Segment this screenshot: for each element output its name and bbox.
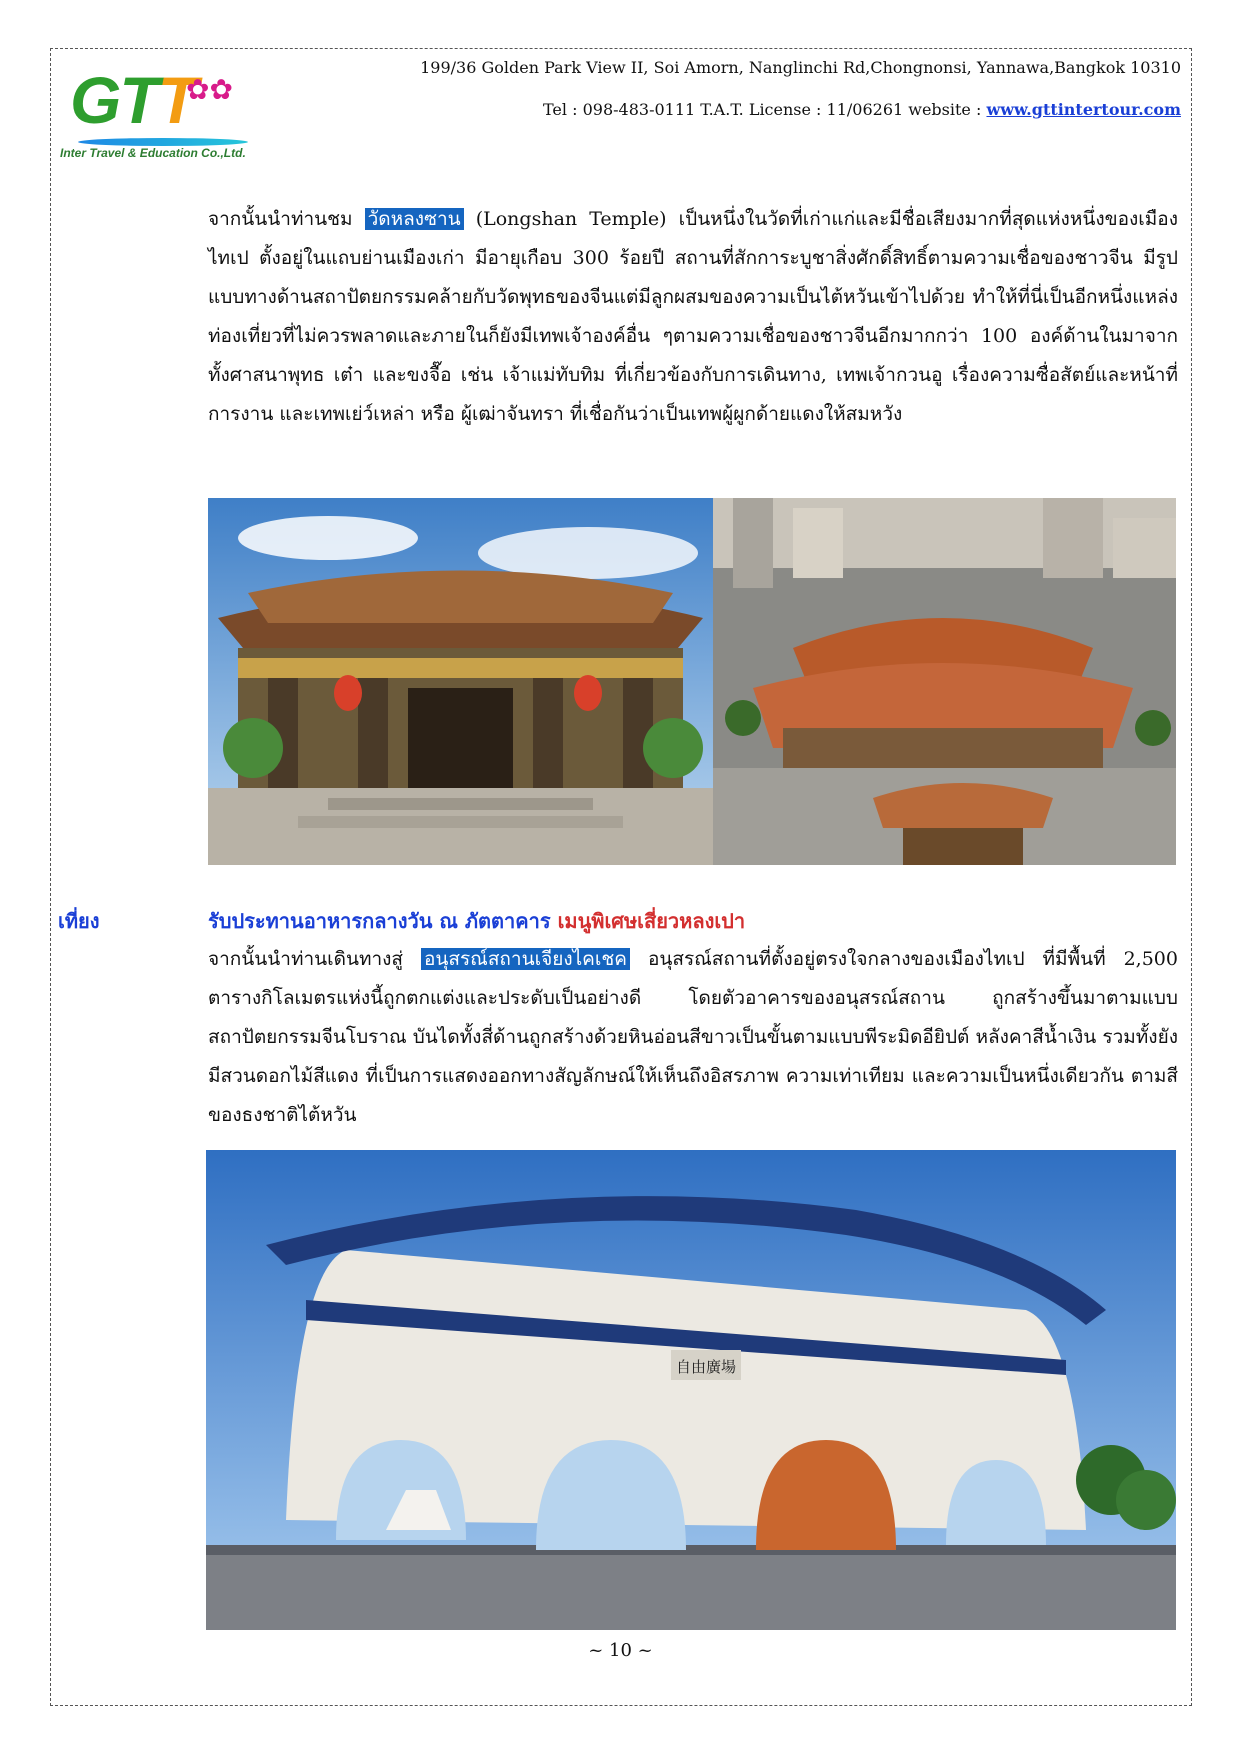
page-number: ~ 10 ~: [588, 1640, 653, 1661]
longshan-paragraph: [208, 200, 1178, 434]
flower-icon: ✿✿: [186, 73, 233, 106]
company-logo: [58, 58, 258, 168]
paragraph-intro: จากนั้นนำท่านชม: [208, 208, 365, 230]
place-highlight: อนุสรณ์สถานเจียงไคเชค: [421, 948, 630, 970]
longshan-temple-front-photo: [208, 498, 713, 865]
logo-swoosh: [78, 138, 248, 146]
gate-sign-text: 自由廣場: [675, 1358, 737, 1376]
time-label-noon: เที่ยง: [58, 909, 100, 933]
paragraph-body: (Longshan Temple) เป็นหนึ่งในวัดที่เก่าแก่และมีชื่อเสียงมากที่สุดแห่งหนึ่งของเมืองไทเป ตั้งอยู่ในแถบย่านเมืองเก่า มีอายุเกือบ 300 ร้อยปี สถานที่สักการะบูชาสิ่งศักดิ์สิทธิ์ตามความเชื่อของชาวจีน มีรูปแบบทางด้านสถาปัตยกรรมคล้ายกับวัดพุทธของจีนแต่มีลูกผสมของความเป็นไต้หวันเข้าไปด้วย ทำให้ที่นี่เป็นอีกหนึ่งแหล่งท่องเที่ยวที่ไม่ควรพลาดและภายในก็ยังมีเทพเจ้าองค์อื่น ๆตามความเชื่อของชาวจีนอีกมากกว่า 100 องค์ด้านในมาจากทั้งศาสนาพุทธ เต๋า และขงจื๊อ เช่น เจ้าแม่ทับทิม ที่เกี่ยวข้องกับการเดินทาง, เทพเจ้ากวนอู เรื่องความซื่อสัตย์และหน้าที่การงาน และเทพเย่ว์เหล่า หรือ ผู้เฒ่าจันทรา ที่เชื่อกันว่าเป็นเทพผู้ผูกด้ายแดงให้สมหวัง: [208, 208, 1178, 425]
paragraph-body: อนุสรณ์สถานที่ตั้งอยู่ตรงใจกลางของเมืองไทเป ที่มีพื้นที่ 2,500 ตารางกิโลเมตรแห่งนี้ถูกตกแต่งและประดับเป็นอย่างดี โดยตัวอาคารของอนุสรณ์สถาน ถูกสร้างขึ้นมาตามแบบสถาปัตยกรรมจีนโบราณ บันไดทั้งสี่ด้านถูกสร้างด้วยหินอ่อนสีขาวเป็นขั้นตามแบบพีระมิดอียิปต์ หลังคาสีน้ำเงิน รวมทั้งยังมีสวนดอกไม้สีแดง ที่เป็นการแสดงออกทางสัญลักษณ์ให้เห็นถึงอิสรภาพ ความเท่าเทียม และความเป็นหนึ่งเดียวกัน ตามสีของธงชาติไต้หวัน: [208, 948, 1178, 1126]
place-highlight: วัดหลงซาน: [365, 208, 464, 230]
website-link[interactable]: www.gttintertour.com: [986, 100, 1181, 119]
contact-text: Tel : 098-483-0111 T.A.T. License : 11/06261 website :: [543, 100, 987, 119]
lunch-line: [208, 905, 745, 937]
company-address: 199/36 Golden Park View II, Soi Amorn, Nanglinchi Rd,Chongnonsi, Yannawa,Bangkok 10310: [420, 58, 1181, 77]
longshan-temple-aerial-photo: [713, 498, 1176, 865]
special-menu: เมนูพิเศษเสี่ยวหลงเปา: [557, 909, 746, 933]
paragraph-intro: จากนั้นนำท่านเดินทางสู่: [208, 948, 421, 970]
logo-wordmark: GTT: [70, 63, 196, 137]
memorial-paragraph: [208, 940, 1178, 1135]
memorial-gate-photo: [206, 1150, 1176, 1630]
lunch-text: รับประทานอาหารกลางวัน ณ ภัตตาคาร: [208, 909, 558, 933]
logo-subtitle: Inter Travel & Education Co.,Ltd.: [60, 146, 246, 160]
company-contact: [543, 100, 1181, 119]
